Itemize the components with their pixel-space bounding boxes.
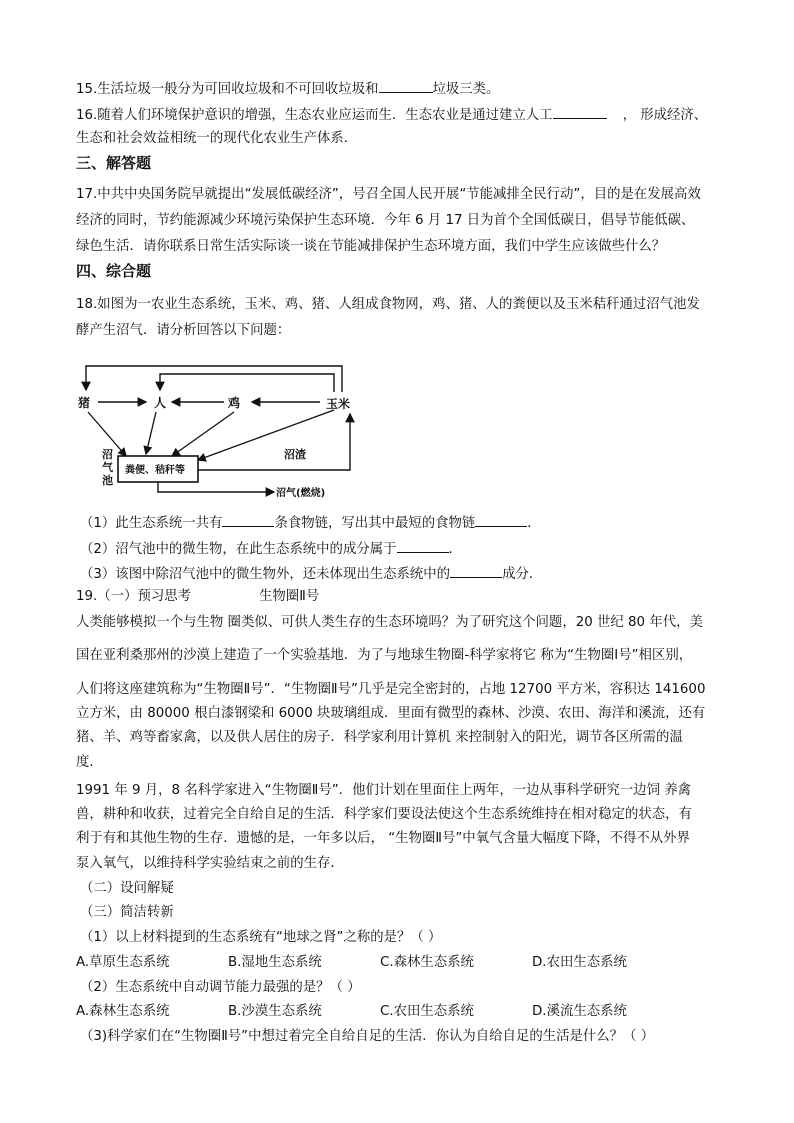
q17-line: 经济的同时，节约能源减少环境污染保护生态环境．今年 6 月 17 日为首个全国低碳日，倡导节能低碳、: [76, 213, 695, 228]
option-a[interactable]: A.森林生态系统: [76, 1004, 170, 1019]
answer-blank[interactable]: [379, 78, 433, 93]
q18-sub3-text: （3）该图中除沼气池中的微生物外，还未体现出生态系统中的: [80, 567, 451, 582]
q18-sub1-text: 条食物链，写出其中最短的食物链: [274, 516, 476, 531]
question-15: [76, 78, 499, 99]
q16-text-after: ， 形成经济、: [622, 108, 708, 123]
option-c[interactable]: C.农田生态系统: [380, 1004, 474, 1019]
option-b[interactable]: B.沙漠生态系统: [228, 1004, 322, 1019]
q19-para1-line: 立方米，由 80000 根白漆钢梁和 6000 块玻璃组成．里面有微型的森林、沙漠、农田、海洋和溪流，还有: [76, 706, 706, 721]
q18-sub2-text: ．: [448, 542, 462, 557]
q17-line: 绿色生活．请你联系日常生活实际谈一谈在节能减排保护生态环境方面，我们中学生应该做些什么？: [76, 239, 666, 254]
biogas-label: 沼气(燃烧): [276, 488, 326, 499]
answer-blank[interactable]: [397, 538, 449, 553]
q18-sub1-text: （1）此生态系统一共有: [80, 516, 223, 531]
question-16-line2: 生态和社会效益相统一的现代化农业生产体系．: [76, 131, 358, 146]
q18-intro-line: 18.如图为一农业生态系统，玉米、鸡、猪、人组成食物网，鸡、猪、人的粪便以及玉米秸秆通过沼气池发: [76, 297, 700, 312]
answer-blank[interactable]: [450, 563, 502, 578]
node-chicken: 鸡: [228, 396, 241, 410]
q19-heading-text: 19.（一）预习思考: [76, 589, 192, 604]
q18-sub3: [80, 563, 542, 584]
q19-s2-options: [76, 1003, 627, 1021]
node-pig: 猪: [78, 396, 91, 410]
section-heading-4: 四、综合题: [76, 262, 152, 280]
residue-label: 沼渣: [284, 448, 306, 461]
q18-sub2: [80, 538, 462, 559]
q19-part2: （二）设问解疑: [80, 881, 174, 896]
q16-text-before: 16.随着人们环境保护意识的增强，生态农业应运而生．生态农业是通过建立人工: [76, 108, 553, 123]
q19-s1-options: [76, 954, 627, 972]
tank-label-char: 池: [102, 474, 113, 487]
biogas-arrow: [158, 482, 274, 492]
box-label: 粪便、秸秆等: [125, 465, 185, 476]
q19-para1-line: 人们将这座建筑称为“生物圈Ⅱ号”．“生物圈Ⅱ号”几乎是完全密封的，占地 12700 平方米，容积达 141600: [76, 682, 706, 697]
q18-intro-line: 酵产生沼气．请分析回答以下问题：: [76, 323, 291, 338]
q19-para2-line: 利于有和其他生物的生存．遗憾的是，一年多以后， “生物圈Ⅱ号”中氧气含量大幅度下降，不得不从外界: [76, 831, 690, 846]
option-d[interactable]: D.溪流生态系统: [532, 1004, 627, 1019]
q15-text-after: 垃圾三类。: [432, 82, 500, 97]
q19-para1-line: 人类能够模拟一个与生物 圈类似、可供人类生存的生态环境吗？为了研究这个问题，20 世纪 80 年代，美: [76, 615, 703, 630]
q18-sub2-text: （2）沼气池中的微生物，在此生态系统中的成分属于: [80, 542, 397, 557]
option-a[interactable]: A.草原生态系统: [76, 955, 170, 970]
option-b[interactable]: B.湿地生态系统: [228, 955, 322, 970]
q19-para1-line: 猪、羊、鸡等畜家禽，以及供人居住的房子．科学家利用计算机 来控制射入的阳光，调节各区所需的温: [76, 730, 683, 745]
option-c[interactable]: C.森林生态系统: [380, 955, 474, 970]
q19-para2-line: 泵入氧气，以维持科学实验结束之前的生存．: [76, 856, 344, 871]
tank-label-char: 沼: [102, 448, 113, 461]
q19-s1-question: （1）以上材料提到的生态系统有“地球之肾”之称的是？（ ）: [80, 930, 442, 945]
q19-para1-line: 国在亚利桑那州的沙漠上建造了一个实验基地．为了与地球生物圈-科学家将它 称为“生物圈Ⅰ号”相区别，: [76, 648, 693, 663]
food-web-diagram: [76, 352, 376, 502]
q18-sub1: [80, 512, 541, 533]
q19-para2-line: 兽，耕种和收获，过着完全自给自足的生活．科学家们要设法使这个生态系统维持在相对稳定的状态，有: [76, 807, 692, 822]
q18-sub1-text: ．: [527, 516, 541, 531]
answer-blank[interactable]: [553, 104, 607, 119]
option-d[interactable]: D.农田生态系统: [532, 955, 627, 970]
corn-to-person-arrow: [160, 374, 334, 392]
q19-para2-line: 1991 年 9 月，8 名科学家进入“生物圈Ⅱ号”．他们计划在里面住上两年，一边从事科学研究一边饲 养禽: [76, 783, 692, 798]
chicken-to-tank-arrow: [172, 412, 234, 456]
tank-label-char: 气: [102, 461, 113, 474]
question-16-line1: [76, 104, 707, 125]
q17-line: 17.中共中央国务院早就提出“发展低碳经济”，号召全国人民开展“节能减排全民行动”，目的是在发展高效: [76, 187, 701, 202]
q19-s3-question: （3)科学家们在“生物圈Ⅱ号”中想过着完全自给自足的生活．你认为自给自足的生活是什么？（ ）: [80, 1029, 655, 1044]
answer-blank[interactable]: [475, 512, 527, 527]
q19-para1-line: 度．: [76, 755, 103, 770]
corn-to-tank-arrow: [198, 410, 334, 460]
corn-to-pig-arrow: [86, 366, 342, 392]
q15-text-before: 15.生活垃圾一般分为可回收垃圾和不可回收垃圾和: [76, 82, 379, 97]
node-corn: 玉米: [326, 397, 351, 411]
person-to-tank-arrow: [146, 412, 156, 454]
node-person: 人: [154, 396, 167, 410]
q19-s2-question: （2）生态系统中自动调节能力最强的是？（ ）: [80, 980, 361, 995]
answer-blank[interactable]: [222, 512, 274, 527]
q19-heading-title: 生物圈Ⅱ号: [259, 589, 320, 604]
q19-heading: [76, 588, 319, 606]
residue-to-corn-arrow: [198, 414, 350, 470]
q18-sub3-text: 成分．: [502, 567, 543, 582]
section-heading-3: 三、解答题: [76, 154, 152, 172]
q19-part3: （三）简洁转新: [80, 905, 174, 920]
